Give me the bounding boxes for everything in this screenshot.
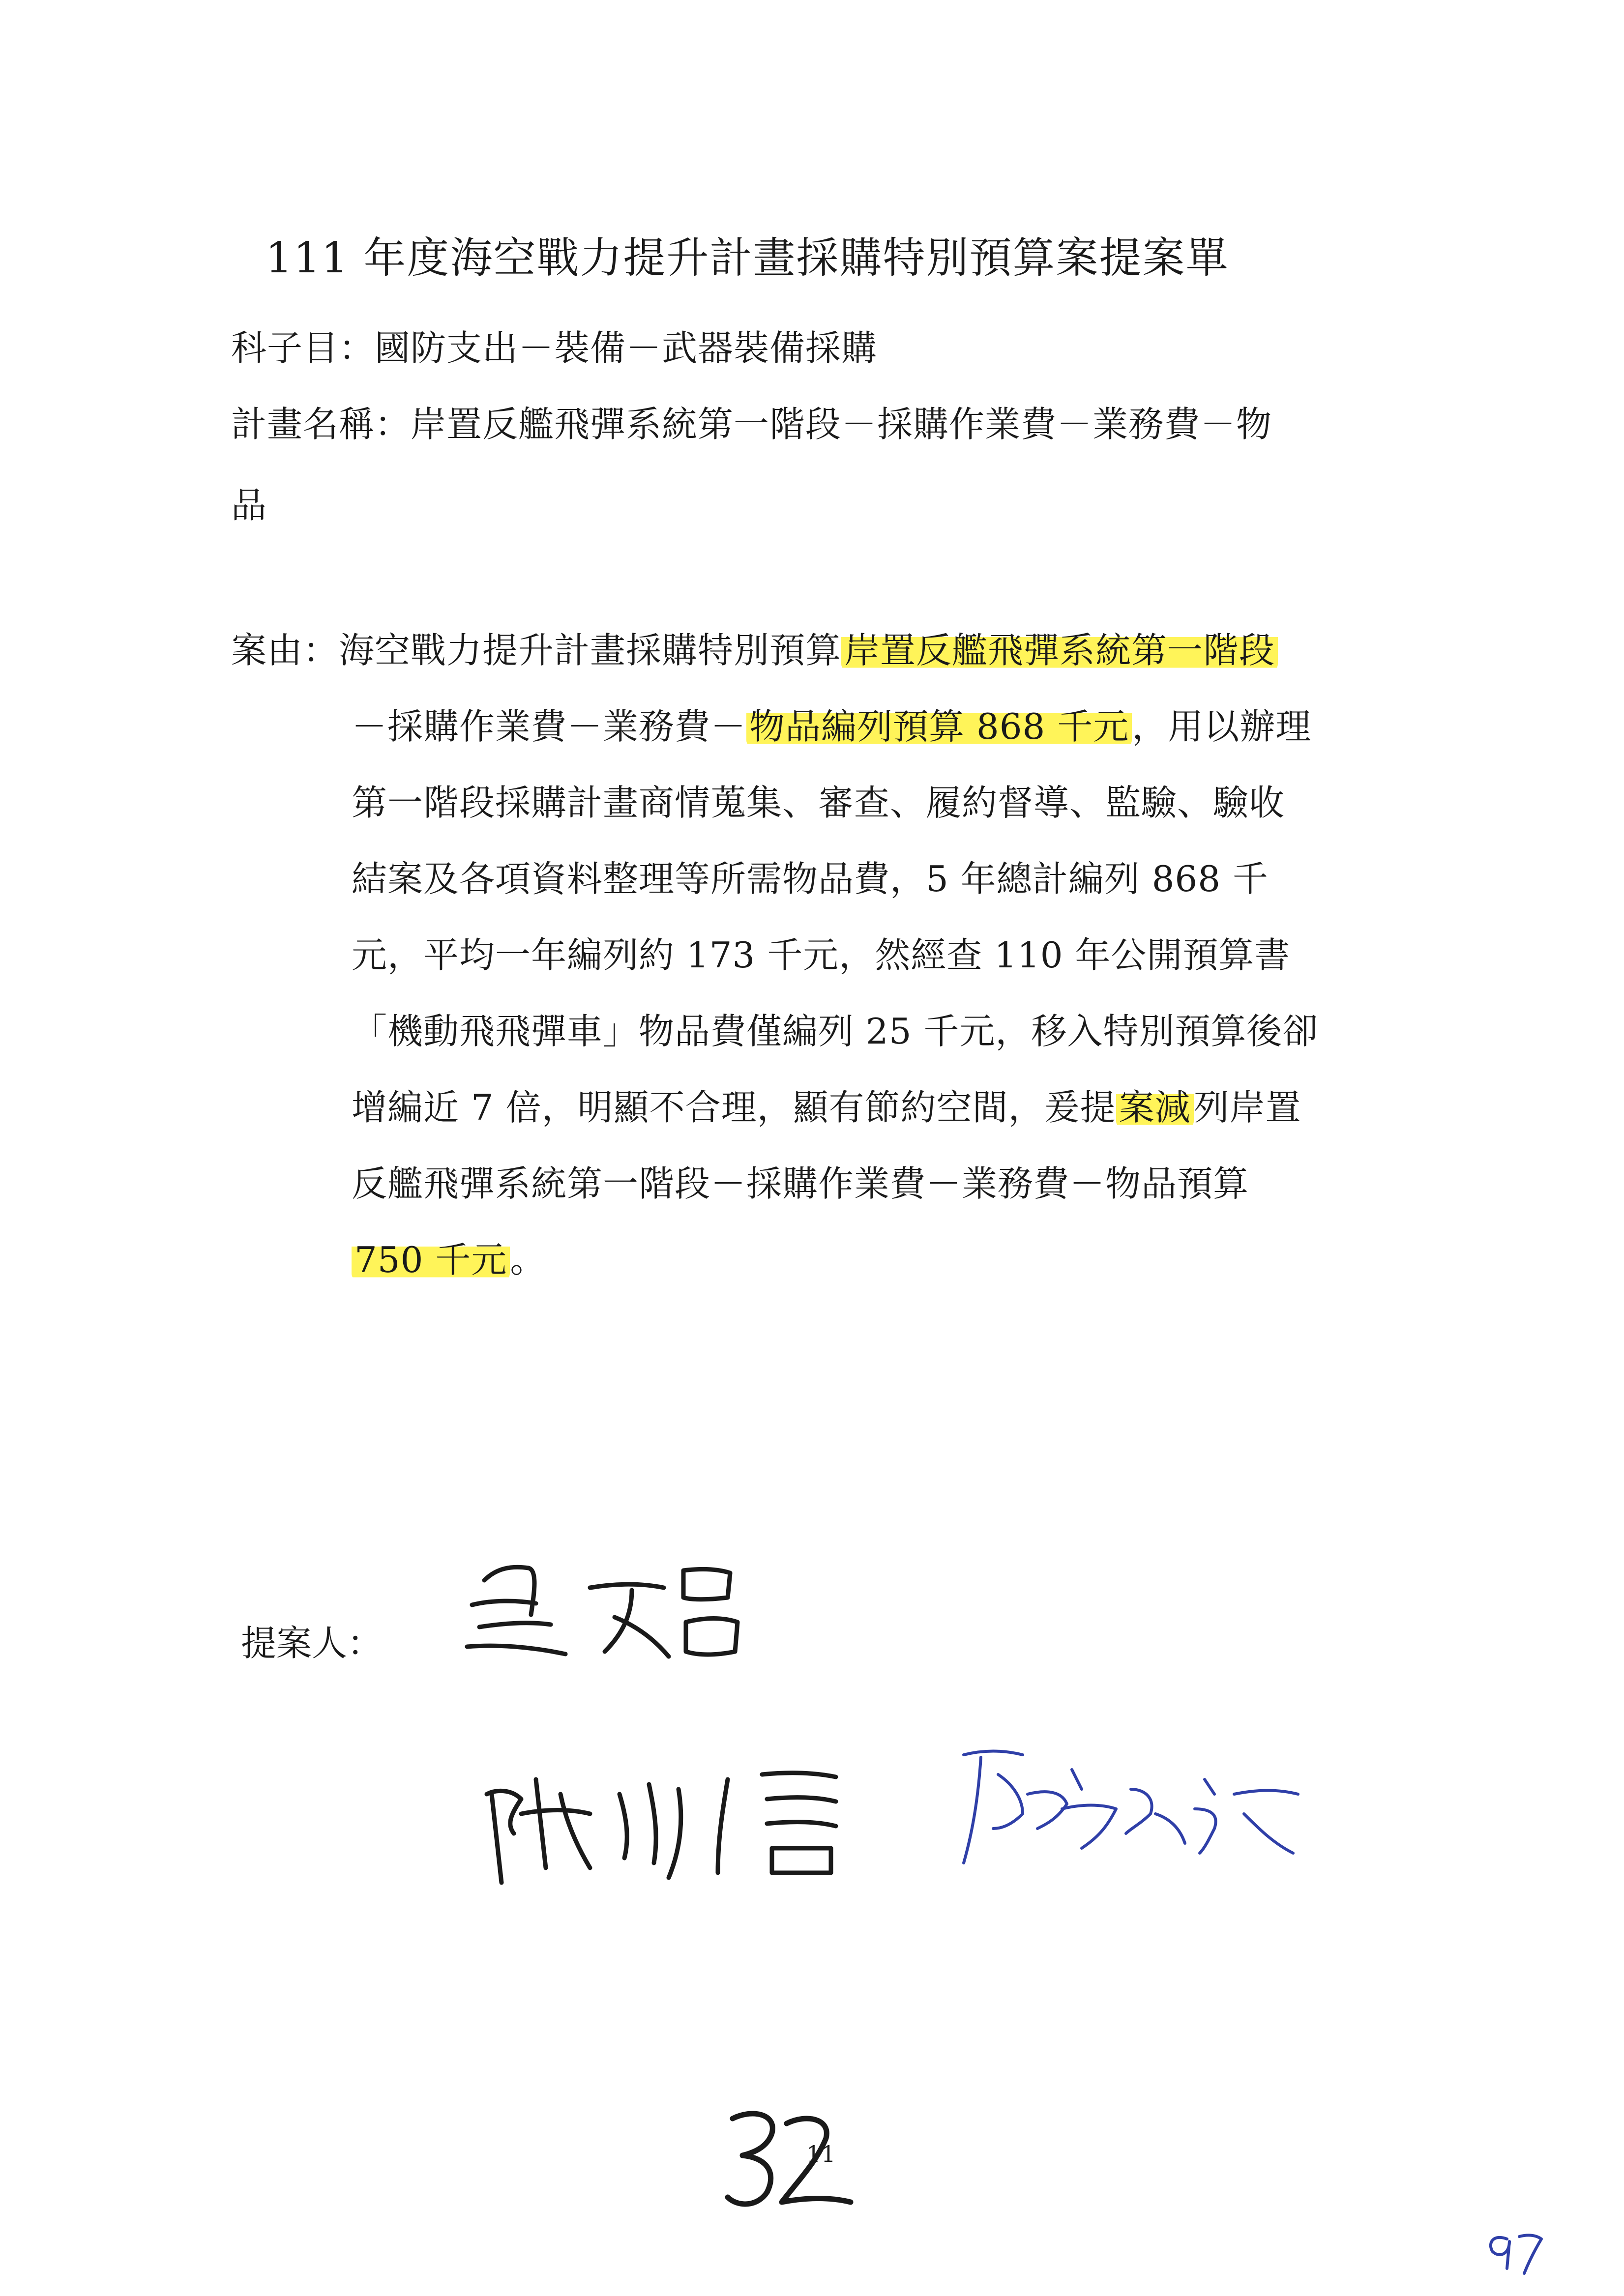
signature-chen-yi-hsin <box>487 1773 836 1883</box>
reason-line-9 <box>352 1231 546 1282</box>
reason-line-3: 第一階段採購計畫商情蒐集、審查、履約督導、監驗、驗收 <box>352 782 1285 823</box>
highlighted-text: 物品編列預算 868 千元 <box>746 706 1132 747</box>
signature-liao-wan-ju <box>964 1751 1298 1863</box>
highlighted-text: 岸置反艦飛彈系統第一階段 <box>841 630 1278 671</box>
reason-line-1 <box>231 622 1278 673</box>
reason-text: 增編近 7 倍，明顯不合理，顯有節約空間，爰提 <box>352 1087 1116 1128</box>
subject-line: 科子目：國防支出－裝備－武器裝備採購 <box>231 327 878 369</box>
handwritten-number-97 <box>1491 2236 1541 2273</box>
highlighted-text: 案減 <box>1116 1087 1194 1128</box>
reason-line-7 <box>352 1079 1301 1130</box>
plan-name-line-2: 品 <box>231 485 267 526</box>
page-number: 11 <box>806 2141 836 2167</box>
reason-line-6: 「機動飛飛彈車」物品費僅編列 25 千元，移入特別預算後卻 <box>352 1011 1319 1052</box>
reason-text: 案由：海空戰力提升計畫採購特別預算 <box>231 630 842 671</box>
reason-line-4: 結案及各項資料整理等所需物品費，5 年總計編列 868 千 <box>352 858 1269 900</box>
reason-text: ，用以辦理 <box>1132 706 1312 747</box>
reason-line-8: 反艦飛彈系統第一階段－採購作業費－業務費－物品預算 <box>352 1163 1249 1204</box>
plan-name-line-1: 計畫名稱：岸置反艦飛彈系統第一階段－採購作業費－業務費－物 <box>231 404 1272 445</box>
proposer-label: 提案人： <box>241 1623 383 1664</box>
reason-line-2 <box>352 698 1311 749</box>
reason-line-5: 元，平均一年編列約 173 千元，然經查 110 年公開預算書 <box>352 934 1291 976</box>
reason-text: －採購作業費－業務費－ <box>352 706 747 747</box>
highlighted-text: 750 千元 <box>352 1239 510 1280</box>
signature-ma-wen-chun <box>467 1567 738 1657</box>
reason-text: 列岸置 <box>1193 1087 1301 1128</box>
reason-text: 。 <box>510 1239 546 1280</box>
document-title: 111 年度海空戰力提升計畫採購特別預算案提案單 <box>266 233 1229 283</box>
